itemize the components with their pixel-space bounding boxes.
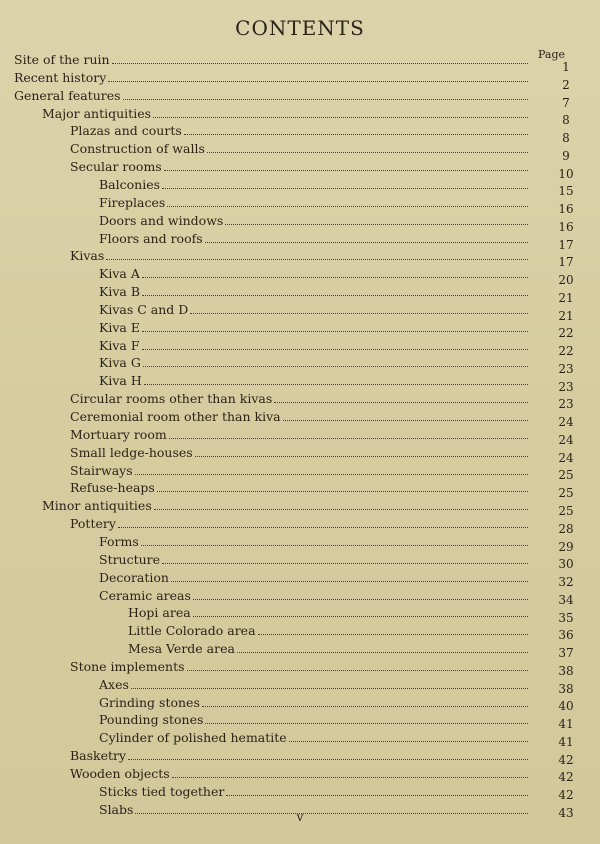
toc-entry [99, 569, 528, 586]
toc-entry-label: Fireplaces [99, 194, 166, 210]
dot-leader [274, 401, 528, 403]
toc-entry [99, 676, 528, 693]
toc-entry-label: Circular rooms other than kivas [70, 391, 273, 407]
toc-entry [70, 247, 528, 264]
dot-leader [169, 437, 528, 439]
dot-leader [195, 455, 528, 457]
toc-entry [99, 319, 528, 336]
toc-entry-label: Site of the ruin [14, 52, 110, 67]
toc-entry-label: Kiva F [99, 337, 140, 353]
toc-entry [99, 194, 528, 211]
toc-entry [70, 444, 528, 461]
dot-leader [289, 740, 528, 742]
toc-entry [70, 747, 528, 764]
dot-leader [144, 383, 528, 385]
toc-entry [99, 587, 528, 604]
dot-leader [162, 562, 528, 564]
toc-entry [70, 390, 528, 407]
toc-entry [99, 265, 528, 282]
toc-entry-label: Recent history [14, 69, 107, 85]
dot-leader [237, 651, 528, 653]
toc-entry [99, 283, 528, 300]
toc-page-number: 24 [558, 415, 574, 430]
toc-page-number: 8 [562, 113, 570, 128]
toc-page-number: 30 [558, 557, 574, 572]
toc-entry-label: Slabs [99, 801, 134, 817]
toc-page-number: 24 [558, 432, 574, 447]
toc-entry [99, 212, 528, 229]
toc-entry [70, 426, 528, 443]
dot-leader [142, 330, 528, 332]
toc-page-number: 17 [558, 255, 574, 270]
toc-entry [99, 301, 528, 318]
toc-entry [14, 69, 528, 86]
toc-entry-label: General features [14, 87, 121, 103]
toc-entry [42, 105, 528, 122]
toc-entry-label: Floors and roofs [99, 230, 203, 246]
dot-leader [154, 508, 528, 510]
toc-entry-label: Kiva H [99, 373, 142, 389]
toc-entry-label: Wooden objects [70, 766, 170, 781]
toc-page-number: 10 [558, 166, 574, 181]
toc-entry-label: Major antiquities [42, 105, 152, 121]
toc-entry-label: Stairways [70, 462, 133, 478]
toc-entry-label: Pottery [70, 516, 116, 532]
toc-entry [70, 765, 528, 782]
toc-page-number: 41 [558, 734, 574, 749]
dot-leader [142, 348, 529, 350]
toc-page-number: 17 [558, 237, 574, 252]
toc-entry-label: Sticks tied together [99, 783, 225, 799]
dot-leader [118, 526, 528, 528]
toc-entry-label: Hopi area [128, 605, 191, 621]
dot-leader [167, 205, 528, 207]
toc-entry-label: Ceramic areas [99, 587, 191, 603]
toc-entry-label: Ceremonial room other than kiva [70, 409, 281, 424]
dot-leader [225, 223, 528, 225]
toc-page-number: 42 [558, 752, 574, 767]
toc-page-number: 8 [562, 131, 570, 146]
toc-entry-label: Plazas and courts [70, 123, 182, 139]
toc-entry [70, 462, 528, 479]
dot-leader [171, 580, 528, 582]
toc-entry [70, 515, 528, 532]
toc-entry-label: Decoration [99, 569, 169, 585]
dot-leader [283, 419, 528, 421]
toc-page-number: 20 [558, 273, 574, 288]
toc-entry-label: Grinding stones [99, 694, 200, 710]
toc-page-number: 28 [558, 521, 574, 536]
dot-leader [258, 633, 528, 635]
toc-page-number: 25 [558, 486, 574, 501]
toc-entry-label: Structure [99, 551, 161, 567]
toc-entry [14, 87, 528, 104]
toc-entry [128, 622, 528, 639]
page-column-label: Page [538, 48, 566, 61]
toc-entry [99, 372, 528, 389]
dot-leader [143, 365, 528, 367]
dot-leader [187, 669, 528, 671]
toc-entry [70, 158, 528, 175]
toc-entry-label: Pounding stones [99, 712, 204, 728]
toc-page-number: 1 [562, 60, 570, 74]
toc-entry [99, 694, 528, 711]
toc-page-number: 35 [558, 610, 574, 625]
dot-leader [172, 776, 528, 778]
toc-page-number: 16 [558, 202, 574, 217]
toc-entry [128, 640, 528, 657]
toc-page-number: 25 [558, 468, 574, 483]
dot-leader [157, 490, 528, 492]
toc-entry [99, 711, 528, 728]
toc-entry [42, 497, 528, 514]
toc-entry-label: Refuse-heaps [70, 480, 155, 496]
toc-entry-label: Kiva B [99, 284, 141, 300]
toc-entry-label: Mortuary room [70, 426, 167, 442]
toc-entry [70, 479, 528, 496]
dot-leader [205, 722, 528, 724]
toc-entry-label: Kivas C and D [99, 301, 189, 317]
toc-page-number: 16 [558, 219, 574, 234]
toc-entry [99, 729, 528, 746]
toc-page-number: 22 [558, 326, 574, 341]
toc-entry-label: Kivas [70, 248, 105, 264]
dot-leader [193, 598, 528, 600]
page-title: CONTENTS [235, 16, 365, 40]
dot-leader [190, 312, 528, 314]
toc-entry [128, 604, 528, 621]
dot-leader [123, 98, 528, 100]
toc-entry [99, 551, 528, 568]
toc-page-number: 37 [558, 646, 574, 661]
toc-entry [99, 337, 528, 354]
toc-page-number: 21 [558, 308, 574, 323]
toc-page-number: 2 [562, 77, 570, 92]
dot-leader [142, 276, 528, 278]
dot-leader [135, 473, 528, 475]
toc-entry-label: Construction of walls [70, 141, 205, 157]
dot-leader [128, 758, 528, 760]
toc-entry-label: Mesa Verde area [128, 641, 235, 657]
toc-page-number: 43 [558, 805, 574, 820]
toc-entry [99, 230, 528, 247]
toc-entry [99, 533, 528, 550]
toc-page-number: 42 [558, 788, 574, 803]
toc-page-number: 40 [558, 699, 574, 714]
dot-leader [153, 116, 528, 118]
toc-entry-label: Stone implements [70, 658, 185, 674]
toc-page-number: 9 [562, 148, 570, 163]
dot-leader [205, 241, 528, 243]
toc-entry-label: Forms [99, 533, 139, 549]
toc-entry [70, 122, 528, 139]
toc-entry [70, 658, 528, 675]
dot-leader [164, 169, 528, 171]
toc-entry-label: Cylinder of polished hematite [99, 730, 287, 746]
toc-entry-label: Kiva A [99, 266, 140, 282]
toc-entry-label: Secular rooms [70, 159, 162, 175]
toc-page-number: 38 [558, 663, 574, 678]
toc-entry-label: Little Colorado area [128, 623, 256, 639]
toc-entry-label: Doors and windows [99, 212, 224, 228]
toc-page-number: 25 [558, 504, 574, 518]
dot-leader [141, 544, 528, 546]
toc-entry-label: Small ledge-houses [70, 444, 193, 460]
dot-leader [112, 62, 528, 64]
toc-page-number: 41 [558, 717, 574, 732]
toc-entry-label: Kiva E [99, 319, 140, 335]
toc-page-number: 29 [558, 539, 574, 554]
toc-page-number: 36 [558, 628, 574, 643]
dot-leader [108, 80, 528, 82]
toc-page-number: 23 [558, 397, 574, 412]
toc-page-number: 34 [558, 592, 574, 607]
toc-entry [70, 140, 528, 157]
toc-entry-label: Minor antiquities [42, 498, 152, 514]
toc-entry [99, 354, 528, 371]
toc-page-number: 38 [558, 681, 574, 696]
toc-entry [70, 408, 528, 425]
toc-entry-label: Basketry [70, 748, 127, 764]
dot-leader [162, 187, 528, 189]
toc-entry [14, 51, 528, 68]
toc-entry-label: Axes [99, 676, 129, 692]
dot-leader [202, 705, 528, 707]
toc-page-number: 32 [558, 575, 574, 590]
toc-page-number: 23 [558, 361, 574, 376]
toc-page-number: 15 [558, 184, 574, 199]
toc-page-number: 7 [562, 95, 570, 110]
toc-page-number: 23 [558, 379, 574, 394]
toc-entry-label: Balconies [99, 176, 161, 192]
dot-leader [184, 133, 528, 135]
toc-page-number: 42 [558, 770, 574, 785]
dot-leader [226, 794, 528, 796]
toc-page-number: 22 [558, 344, 574, 359]
folio: v [296, 810, 304, 824]
toc-entry-label: Kiva G [99, 355, 141, 371]
dot-leader [131, 687, 528, 689]
toc-page-number: 24 [558, 450, 574, 465]
dot-leader [142, 294, 528, 296]
dot-leader [193, 615, 528, 617]
toc-entry [99, 783, 528, 800]
dot-leader [106, 258, 528, 260]
toc-entry [99, 176, 528, 193]
toc-page-number: 21 [558, 290, 574, 305]
dot-leader [207, 151, 528, 153]
